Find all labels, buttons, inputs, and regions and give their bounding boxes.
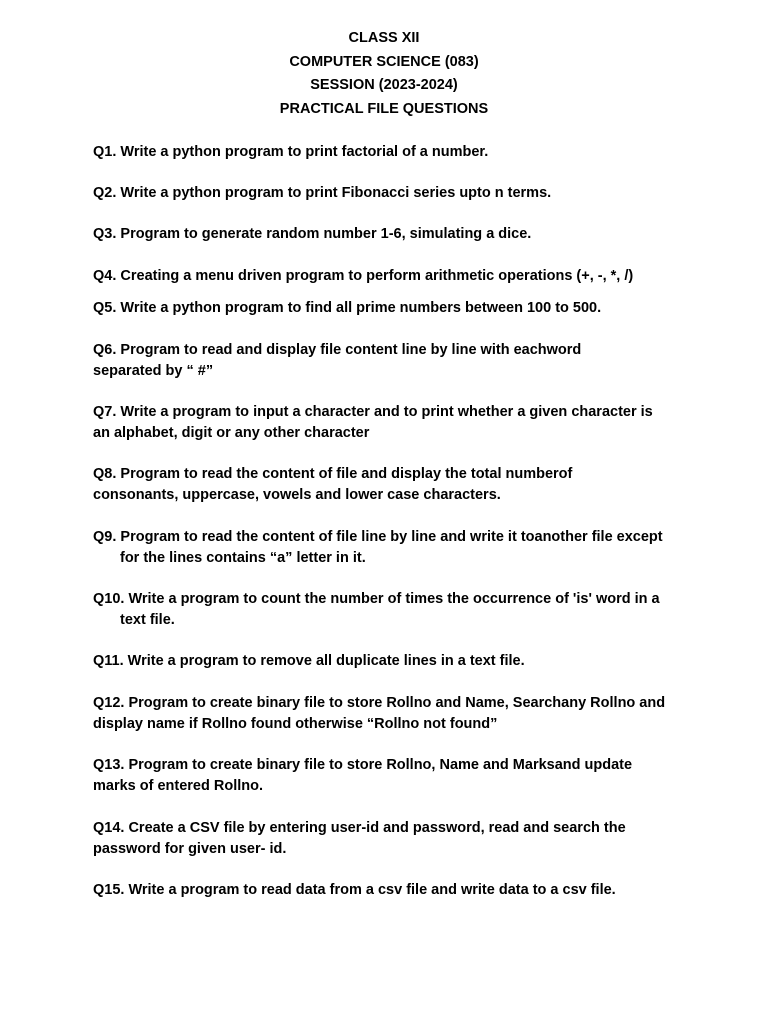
question-3 [93, 224, 733, 245]
question-8 [93, 464, 733, 506]
question-5 [93, 298, 733, 319]
question-text: Q8. Program to read the content of file and display the total numberof [93, 466, 573, 482]
question-11 [93, 651, 733, 672]
question-text-continued: separated by “ #” [93, 363, 214, 379]
question-text: Q6. Program to read and display file content line by line with eachword [93, 342, 582, 358]
question-text-continued: marks of entered Rollno. [93, 778, 264, 794]
document-header [0, 27, 768, 121]
question-text: Q7. Write a program to input a character and to print whether a given character is [93, 404, 653, 420]
question-text: Q10. Write a program to count the number of times the occurrence of 'is' word in a [93, 591, 660, 607]
question-text-continued: for the lines contains “a” letter in it. [120, 550, 366, 566]
question-text-continued: password for given user- id. [93, 841, 287, 857]
question-9 [93, 527, 733, 569]
question-text: Q4. Creating a menu driven program to perform arithmetic operations (+, -, *, /) [93, 268, 634, 284]
question-6 [93, 340, 733, 382]
question-text-continued: consonants, uppercase, vowels and lower case characters. [93, 487, 501, 503]
question-15 [93, 880, 733, 901]
question-text-continued: an alphabet, digit or any other character [93, 425, 370, 441]
question-text: Q15. Write a program to read data from a csv file and write data to a csv file. [93, 882, 616, 898]
question-text: Q1. Write a python program to print factorial of a number. [93, 144, 489, 160]
question-text: Q11. Write a program to remove all duplicate lines in a text file. [93, 653, 525, 669]
question-text: Q9. Program to read the content of file line by line and write it toanother file except [93, 529, 663, 545]
question-4 [93, 266, 733, 287]
header-title: PRACTICAL FILE QUESTIONS [279, 100, 489, 117]
header-subject: COMPUTER SCIENCE (083) [289, 53, 479, 70]
question-13 [93, 755, 733, 797]
question-12 [93, 693, 733, 735]
question-text: Q2. Write a python program to print Fibonacci series upto n terms. [93, 185, 552, 201]
question-2 [93, 183, 733, 204]
question-text: Q14. Create a CSV file by entering user-id and password, read and search the [93, 820, 626, 836]
question-text: Q5. Write a python program to find all prime numbers between 100 to 500. [93, 300, 602, 316]
question-7 [93, 402, 733, 444]
question-14 [93, 818, 733, 860]
header-class: CLASS XII [348, 30, 420, 46]
question-text: Q13. Program to create binary file to store Rollno, Name and Marksand update [93, 757, 633, 773]
question-1 [93, 142, 733, 163]
question-text-continued: display name if Rollno found otherwise “Rollno not found” [93, 716, 498, 732]
question-10 [93, 589, 733, 631]
question-text: Q12. Program to create binary file to store Rollno and Name, Searchany Rollno and [93, 695, 666, 711]
header-session: SESSION (2023-2024) [310, 77, 458, 93]
question-text: Q3. Program to generate random number 1-6, simulating a dice. [93, 226, 532, 242]
question-text-continued: text file. [120, 612, 175, 628]
